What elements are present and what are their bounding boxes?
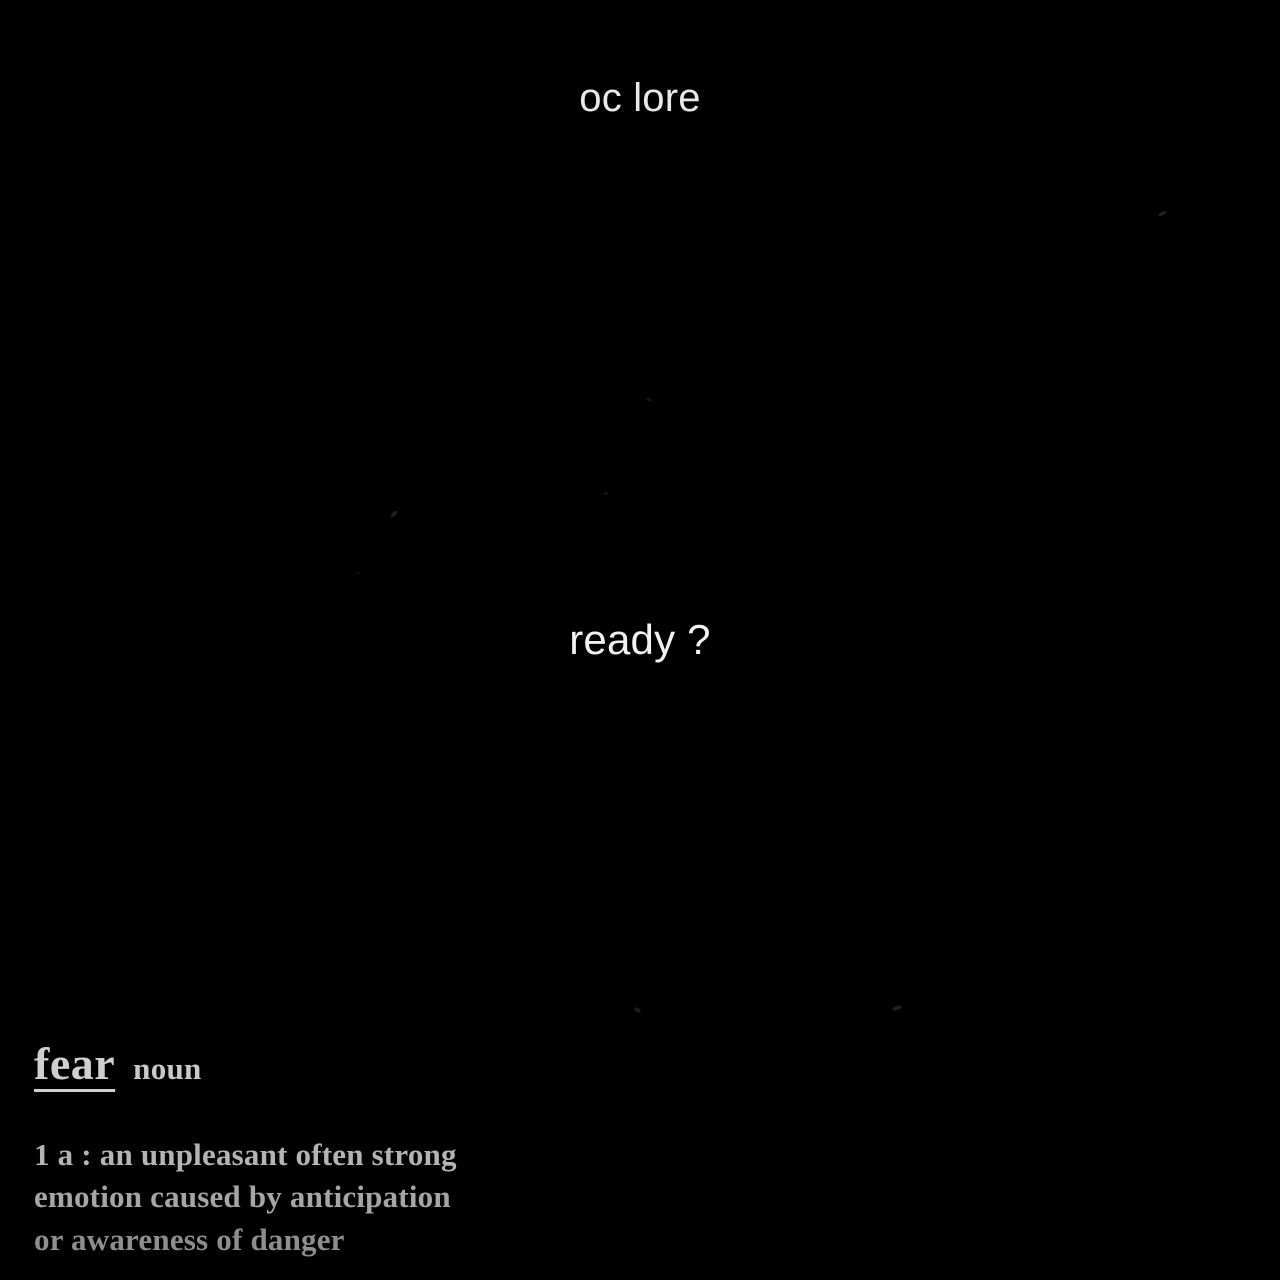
dictionary-definition-block	[34, 1037, 654, 1262]
dust-speck-icon	[604, 492, 608, 495]
dust-speck-icon	[633, 1006, 641, 1013]
dust-speck-icon	[1158, 210, 1167, 217]
dust-speck-icon	[646, 397, 653, 402]
dust-speck-icon	[356, 572, 361, 574]
definition-line: 1 a : an unpleasant often strong	[34, 1136, 457, 1172]
dictionary-part-of-speech: noun	[133, 1050, 202, 1086]
middle-caption-text: ready ?	[569, 616, 711, 663]
dust-speck-icon	[390, 510, 399, 518]
dust-speck-icon	[892, 1004, 903, 1011]
dictionary-definition	[34, 1134, 654, 1262]
top-caption-text: oc lore	[579, 76, 701, 120]
definition-line: emotion caused by anticipation	[34, 1179, 451, 1215]
dictionary-word: fear	[34, 1037, 116, 1089]
dictionary-header	[34, 1037, 654, 1090]
definition-line: or awareness of danger	[34, 1222, 345, 1258]
